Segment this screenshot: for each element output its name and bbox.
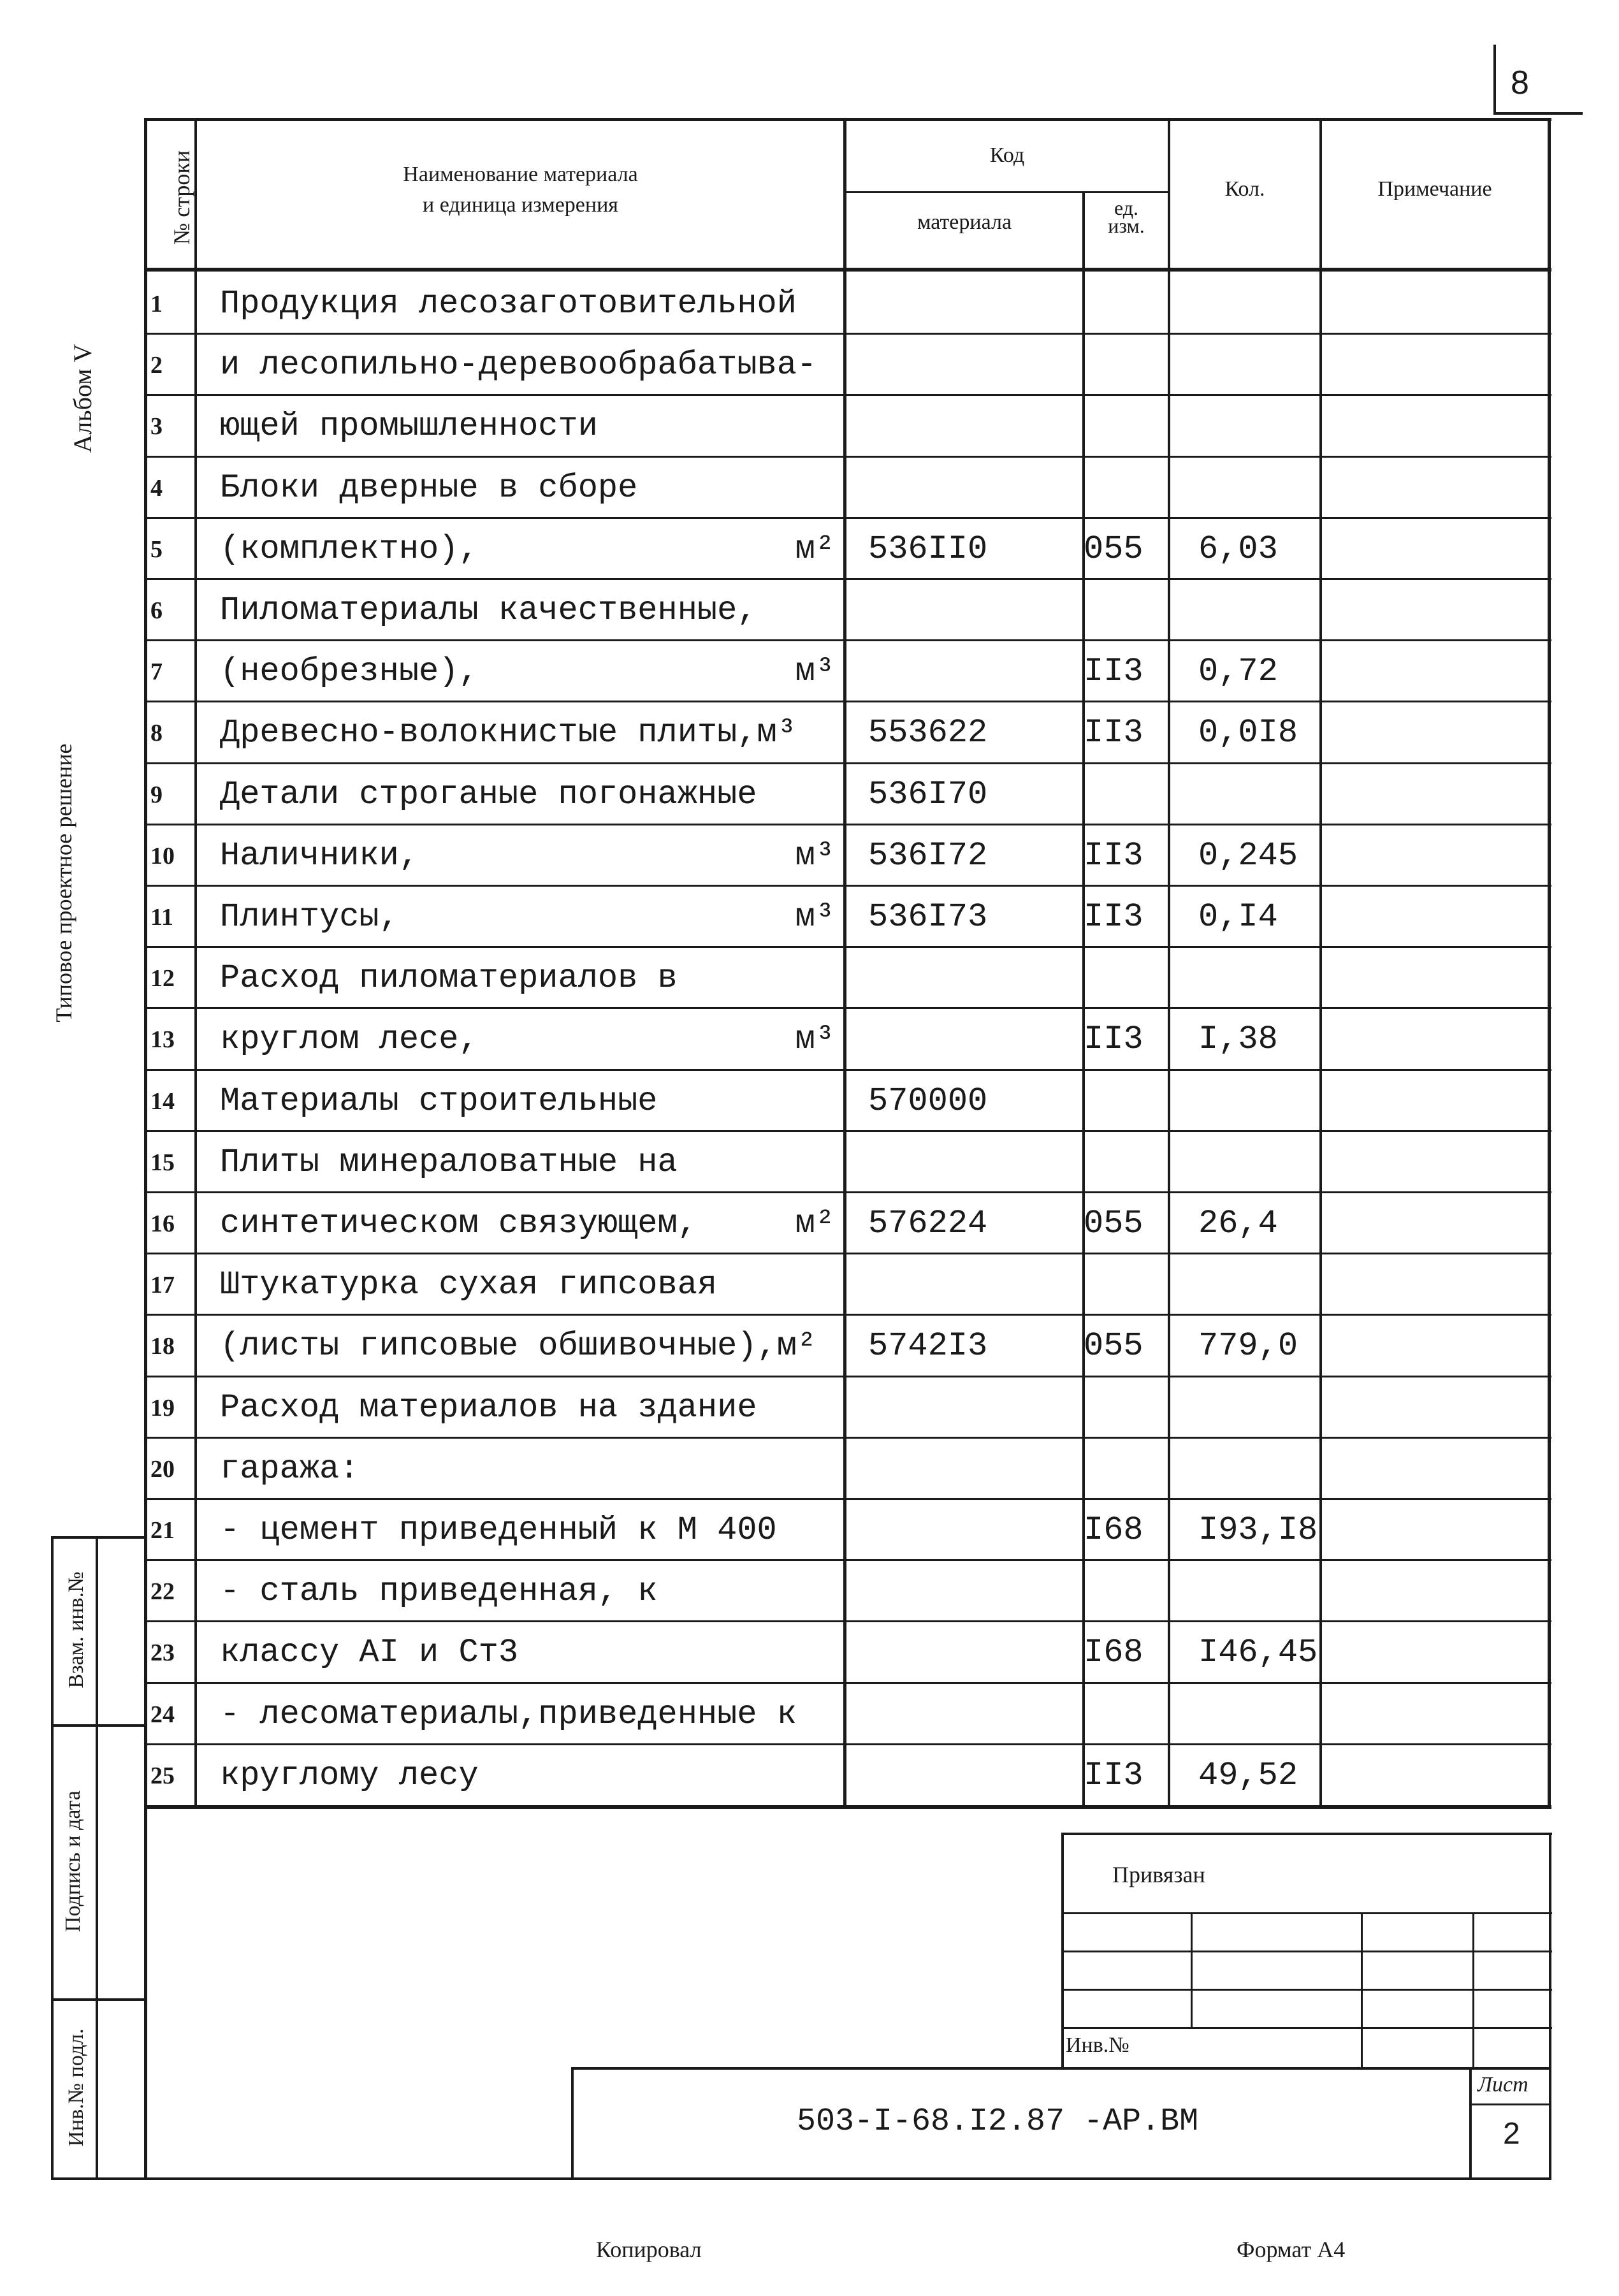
- row-number: 19: [150, 1394, 175, 1421]
- row-name: классу AI и Ст3: [220, 1634, 519, 1672]
- row-name: круглому лесу: [220, 1756, 479, 1794]
- row-number: 25: [150, 1762, 175, 1789]
- row-qty: 0,I4: [1198, 898, 1278, 936]
- row-qty: 26,4: [1198, 1205, 1278, 1242]
- header-code: Код: [989, 143, 1025, 167]
- header-row-no: № строки: [169, 150, 194, 245]
- row-code: 536I73: [868, 898, 988, 936]
- row-code: 576224: [868, 1205, 988, 1242]
- row-qty: 6,03: [1198, 530, 1278, 568]
- privyazan-label: Привязан: [1112, 1862, 1205, 1887]
- row-qty: 0,0I8: [1198, 714, 1298, 752]
- row-unit: м²: [795, 530, 835, 568]
- row-name: Пиломатериалы качественные,: [220, 592, 757, 629]
- table-row: [0, 639, 1619, 701]
- album-label: Альбом V: [68, 344, 97, 453]
- row-qty: 49,52: [1198, 1756, 1298, 1794]
- row-name: (листы гипсовые обшивочные),м²: [220, 1327, 817, 1365]
- row-unit: [708, 1437, 835, 1498]
- row-unit: [708, 701, 835, 762]
- row-number: 23: [150, 1639, 175, 1667]
- row-number: 12: [150, 965, 175, 992]
- row-unit-code: 055: [1084, 530, 1143, 568]
- row-name: Штукатурка сухая гипсовая: [220, 1266, 718, 1304]
- table-row: [0, 824, 1619, 885]
- table-row: [0, 1314, 1619, 1375]
- row-number: 11: [150, 904, 173, 931]
- row-unit-code: II3: [1084, 653, 1143, 691]
- header-code-material: материала: [917, 210, 1012, 234]
- table-row: [0, 272, 1619, 333]
- row-number: 17: [150, 1272, 175, 1299]
- row-number: 15: [150, 1149, 175, 1176]
- table-row: [0, 1376, 1619, 1437]
- row-unit-code: II3: [1084, 1021, 1143, 1059]
- row-unit-code: II3: [1084, 836, 1143, 875]
- row-name: (комплектно),: [220, 530, 479, 568]
- row-code: 536II0: [868, 530, 988, 568]
- row-number: 6: [150, 597, 163, 624]
- table-row: [0, 1682, 1619, 1743]
- table-row: [0, 456, 1619, 517]
- row-unit: [708, 272, 835, 333]
- page-number: 8: [1511, 64, 1529, 101]
- table-row: [0, 1559, 1619, 1620]
- row-code: 536I70: [868, 775, 988, 813]
- table-row: [0, 946, 1619, 1007]
- row-number: 2: [150, 352, 163, 379]
- row-unit: [708, 1130, 835, 1191]
- row-number: 8: [150, 720, 163, 747]
- row-unit: [708, 333, 835, 394]
- row-number: 7: [150, 658, 163, 686]
- row-unit: [708, 1314, 835, 1375]
- row-number: 1: [150, 291, 163, 317]
- row-unit: м³: [795, 836, 835, 875]
- row-name: синтетическом связующем,: [220, 1205, 697, 1242]
- row-unit-code: II3: [1084, 898, 1143, 936]
- row-unit: [708, 394, 835, 455]
- row-name: Древесно-волокнистые плиты,м³: [220, 714, 797, 752]
- header-note: Примечание: [1377, 177, 1492, 201]
- row-number: 3: [150, 413, 163, 440]
- table-row: [0, 1191, 1619, 1253]
- table-row: [0, 1007, 1619, 1068]
- header-name: Наименование материала и единица измерения: [403, 163, 638, 217]
- table-row: [0, 517, 1619, 578]
- row-code: 570000: [868, 1082, 988, 1120]
- row-number: 4: [150, 474, 163, 502]
- row-qty: I93,I8: [1198, 1511, 1318, 1549]
- table-row: [0, 578, 1619, 639]
- table-row: [0, 1743, 1619, 1805]
- row-unit: м³: [795, 653, 835, 691]
- row-number: 22: [150, 1578, 175, 1606]
- row-name: (необрезные),: [220, 653, 479, 691]
- table-row: [0, 762, 1619, 824]
- row-name: Плиты минераловатные на: [220, 1143, 678, 1181]
- row-unit-code: II3: [1084, 714, 1143, 752]
- table-row: [0, 885, 1619, 946]
- row-number: 9: [150, 781, 163, 808]
- row-qty: 779,0: [1198, 1327, 1298, 1365]
- footer-format: Формат А4: [1237, 2237, 1346, 2262]
- row-name: Наличники,: [220, 836, 419, 875]
- row-name: и лесопильно-деревообрабатыва-: [220, 346, 817, 384]
- row-unit: [708, 578, 835, 639]
- row-number: 5: [150, 535, 163, 563]
- row-unit: [708, 1498, 835, 1559]
- row-qty: I,38: [1198, 1021, 1278, 1059]
- stamp-podpis: Подпись и дата: [61, 1791, 85, 1932]
- row-name: круглом лесе,: [220, 1021, 479, 1059]
- row-unit: [708, 1559, 835, 1620]
- row-unit: [708, 1620, 835, 1682]
- row-name: Продукция лесозаготовительной: [220, 285, 797, 323]
- row-name: - сталь приведенная, к: [220, 1573, 658, 1611]
- row-number: 24: [150, 1701, 175, 1728]
- row-number: 14: [150, 1087, 175, 1115]
- project-label: Типовое проектное решение: [51, 743, 76, 1022]
- row-qty: 0,72: [1198, 653, 1278, 691]
- row-number: 10: [150, 842, 175, 869]
- row-unit: [708, 1682, 835, 1743]
- row-code: 553622: [868, 714, 988, 752]
- row-name: Детали строганые погонажные: [220, 775, 757, 813]
- row-unit: [708, 456, 835, 517]
- row-unit-code: I68: [1084, 1634, 1143, 1672]
- table-row: [0, 701, 1619, 762]
- row-unit: [708, 1743, 835, 1805]
- row-unit: [708, 946, 835, 1007]
- row-qty: I46,45: [1198, 1634, 1318, 1672]
- table-row: [0, 333, 1619, 394]
- row-number: 13: [150, 1026, 175, 1054]
- table-row: [0, 1069, 1619, 1130]
- row-number: 21: [150, 1517, 175, 1544]
- row-unit-code: 055: [1084, 1205, 1143, 1242]
- row-name: Расход материалов на здание: [220, 1388, 757, 1427]
- row-name: Материалы строительные: [220, 1082, 658, 1120]
- table-row: [0, 1437, 1619, 1498]
- row-unit: [708, 1069, 835, 1130]
- row-code: 5742I3: [868, 1327, 988, 1365]
- row-name: гаража:: [220, 1450, 359, 1488]
- table-row: [0, 1253, 1619, 1314]
- row-number: 20: [150, 1455, 175, 1483]
- table-row: [0, 1130, 1619, 1191]
- row-unit: [708, 1253, 835, 1314]
- row-number: 16: [150, 1210, 175, 1237]
- table-row: [0, 394, 1619, 455]
- table-row: [0, 1620, 1619, 1682]
- row-unit: м³: [795, 1021, 835, 1059]
- row-unit-code: 055: [1084, 1327, 1143, 1365]
- row-name: Расход пиломатериалов в: [220, 959, 678, 998]
- sheet-label: Лист: [1477, 2073, 1528, 2096]
- inv-no-label: Инв.№: [1066, 2033, 1129, 2057]
- row-unit-code: I68: [1084, 1511, 1143, 1549]
- footer-copied: Копировал: [596, 2237, 702, 2262]
- row-unit-code: II3: [1084, 1756, 1143, 1794]
- sheet-number: 2: [1503, 2117, 1520, 2151]
- header-code-unit: ед. изм.: [1108, 196, 1145, 237]
- row-unit: [708, 762, 835, 824]
- header-qty: Кол.: [1224, 177, 1265, 201]
- row-unit: [708, 1376, 835, 1437]
- row-name: ющей промышленности: [220, 407, 598, 446]
- row-unit: м²: [795, 1205, 835, 1242]
- row-code: 536I72: [868, 836, 988, 875]
- row-name: Блоки дверные в сборе: [220, 469, 638, 507]
- table-row: [0, 1498, 1619, 1559]
- row-number: 18: [150, 1333, 175, 1360]
- row-qty: 0,245: [1198, 836, 1298, 875]
- document-code: 503-I-68.I2.87 -АР.ВМ: [797, 2103, 1199, 2140]
- stamp-inv-podl: Инв.№ подл.: [64, 2028, 88, 2147]
- row-name: - цемент приведенный к М 400: [220, 1511, 777, 1549]
- row-name: Плинтусы,: [220, 898, 399, 936]
- row-unit: м³: [795, 898, 835, 936]
- row-name: - лесоматериалы,приведенные к: [220, 1695, 797, 1733]
- stamp-vzam: Взам. инв.№: [64, 1571, 88, 1689]
